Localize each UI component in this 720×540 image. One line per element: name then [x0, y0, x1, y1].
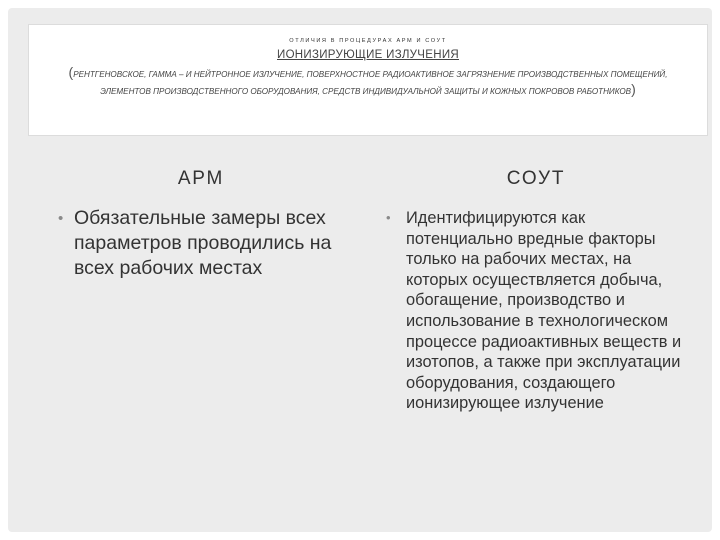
left-bullet-item — [58, 206, 343, 281]
slide-supertitle: ОТЛИЧИЯ В ПРОЦЕДУРАХ АРМ И СОУТ — [289, 38, 447, 44]
left-bullet-text: Обязательные замеры всех параметров проводились на всех рабочих местах — [74, 207, 332, 279]
right-column-heading: СОУТ — [506, 168, 566, 189]
slide-subtitle-container — [47, 65, 689, 99]
left-column-heading: АРМ — [177, 168, 225, 189]
left-column-body — [58, 206, 343, 281]
subtitle-close-paren: ) — [631, 81, 636, 97]
right-column-body — [386, 208, 686, 414]
subtitle-open-paren: ( — [68, 64, 74, 80]
slide — [8, 8, 712, 532]
right-bullet-item — [386, 208, 686, 414]
slide-title: ИОНИЗИРУЮЩИЕ ИЗЛУЧЕНИЯ — [277, 49, 459, 61]
bullet-icon: • — [58, 210, 64, 227]
slide-subtitle: РЕНТГЕНОВСКОЕ, ГАММА – И НЕЙТРОННОЕ ИЗЛУЧЕНИЕ, ПОВЕРХНОСТНОЕ РАДИОАКТИВНОЕ ЗАГРЯЗНЕНИЕ ПРОИЗВОДСТВЕННЫХ ПОМЕЩЕНИЙ, ЭЛЕМЕНТОВ ПРОИЗВОДСТВЕННОГО ОБОРУДОВАНИЯ, СРЕДСТВ ИНДИВИДУАЛЬНОЙ ЗАЩИТЫ И КОЖНЫХ ПОКРОВОВ РАБОТНИКОВ — [73, 70, 668, 96]
slide-header — [28, 24, 708, 136]
bullet-icon: • — [386, 210, 391, 225]
right-bullet-text: Идентифицируются как потенциально вредные факторы только на рабочих местах, на которых осуществляется добыча, обогащение, производство и использование в технологическом процессе радиоактивных веществ и изотопов, а также при эксплуатации оборудования, создающего ионизирующее излучение — [406, 209, 682, 413]
